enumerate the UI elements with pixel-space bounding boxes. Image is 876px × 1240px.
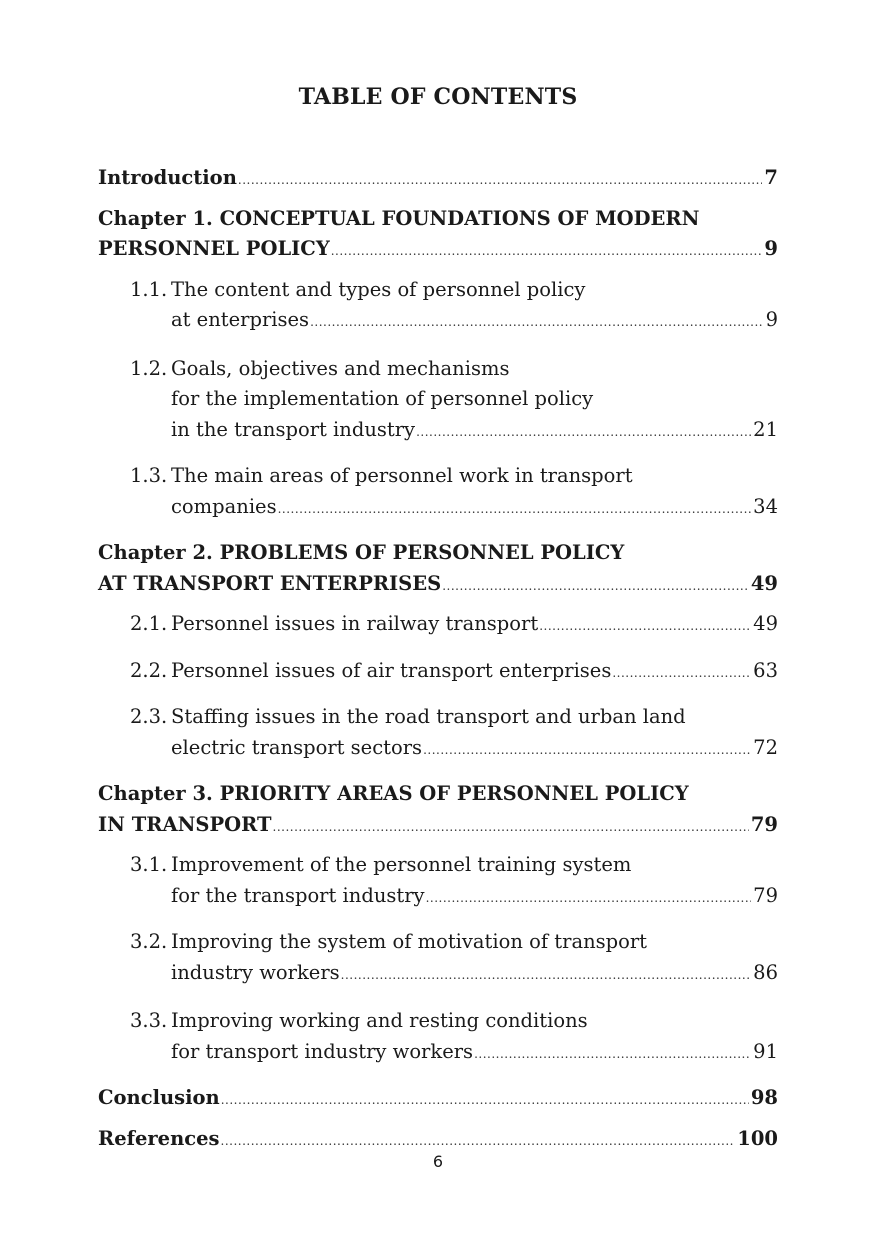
toc-entry-label-continued: PERSONNEL POLICY (98, 237, 330, 260)
toc-entry-section-3-2[interactable] (98, 927, 778, 990)
toc-entry-label: Goals, objectives and mechanisms (171, 356, 510, 380)
toc-entry-section-1-1[interactable] (98, 275, 778, 338)
toc-entry-label: Improvement of the personnel training system (171, 853, 632, 876)
toc-entry-label-continued: in the transport industry (171, 417, 416, 441)
toc-entry-label: References (98, 1126, 220, 1150)
toc-page-number: 79 (753, 883, 778, 907)
section-number: 2.1. (130, 612, 168, 635)
section-number: 3.2. (130, 930, 168, 953)
toc-entry-conclusion[interactable] (98, 1083, 778, 1116)
toc-page-number: 34 (753, 494, 778, 518)
dot-leader (539, 611, 751, 642)
toc-entry-section-1-3[interactable] (98, 461, 778, 524)
dot-leader (416, 417, 751, 448)
toc-entry-label-continued: for the implementation of personnel policy (171, 387, 594, 410)
toc-page-number: 63 (753, 658, 778, 682)
toc-page-number: 79 (750, 812, 778, 836)
toc-entry-label: Chapter 1. CONCEPTUAL FOUNDATIONS OF MODERN (98, 206, 700, 230)
toc-page-number: 100 (737, 1126, 778, 1150)
toc-entry-label: Personnel issues of air transport enterprises (171, 658, 612, 682)
toc-entry-label: Introduction (98, 166, 237, 189)
toc-page-number: 21 (753, 417, 778, 441)
table-of-contents (98, 163, 778, 1156)
dot-leader (423, 735, 751, 766)
toc-page-number: 49 (753, 612, 778, 635)
toc-entry-section-3-1[interactable] (98, 850, 778, 913)
dot-leader (426, 883, 752, 914)
section-number: 2.3. (130, 705, 168, 728)
dot-leader (278, 494, 752, 525)
toc-entry-introduction[interactable] (98, 163, 778, 196)
dot-leader (221, 1085, 749, 1116)
dot-leader (341, 960, 752, 991)
toc-page-number: 49 (750, 571, 778, 595)
toc-entry-label: The main areas of personnel work in transport (171, 464, 633, 487)
toc-entry-label-continued: electric transport sectors (171, 735, 423, 759)
section-number: 3.3. (130, 1009, 168, 1032)
dot-leader (331, 236, 763, 267)
toc-entry-label: The content and types of personnel policy (171, 277, 586, 301)
toc-entry-label-continued: AT TRANSPORT ENTERPRISES (98, 571, 442, 595)
toc-entry-label-continued: for transport industry workers (171, 1039, 474, 1063)
toc-entry-chapter-1[interactable] (98, 204, 778, 267)
dot-leader (238, 165, 763, 196)
toc-page-number: 7 (764, 166, 778, 189)
toc-page-number: 72 (753, 735, 778, 759)
toc-entry-chapter-3[interactable] (98, 779, 778, 842)
section-number: 1.2. (130, 356, 168, 380)
toc-entry-label-continued: at enterprises (171, 308, 310, 331)
toc-entry-section-2-2[interactable] (98, 656, 778, 689)
page-title: TABLE OF CONTENTS (298, 84, 578, 110)
toc-entry-label: Improving the system of motivation of transport (171, 930, 648, 953)
dot-leader (612, 658, 751, 689)
toc-entry-label: Chapter 2. PROBLEMS OF PERSONNEL POLICY (98, 541, 625, 564)
section-number: 2.2. (130, 658, 168, 682)
toc-entry-section-2-3[interactable] (98, 702, 778, 765)
toc-entry-label: Improving working and resting conditions (171, 1009, 588, 1032)
section-number: 1.1. (130, 277, 168, 301)
toc-entry-label: Chapter 3. PRIORITY AREAS OF PERSONNEL POLICY (98, 782, 689, 805)
dot-leader (273, 812, 749, 843)
toc-entry-section-3-3[interactable] (98, 1006, 778, 1069)
dot-leader (442, 571, 749, 602)
toc-entry-label-continued: industry workers (171, 960, 340, 984)
toc-entry-label-continued: for the transport industry (171, 883, 425, 907)
dot-leader (310, 307, 764, 338)
dot-leader (474, 1039, 751, 1070)
toc-entry-label: Staffing issues in the road transport and urban land (171, 705, 686, 728)
toc-entry-label: Personnel issues in railway transport (171, 612, 539, 635)
section-number: 3.1. (130, 853, 168, 876)
toc-entry-label: Conclusion (98, 1086, 220, 1109)
toc-entry-section-1-2[interactable] (98, 354, 778, 448)
toc-page-number: 91 (753, 1039, 778, 1063)
toc-page-number: 9 (765, 308, 778, 331)
toc-entry-label-continued: IN TRANSPORT (98, 812, 272, 836)
page-number: 6 (432, 1152, 444, 1171)
section-number: 1.3. (130, 464, 168, 487)
toc-entry-chapter-2[interactable] (98, 538, 778, 601)
toc-entry-label-continued: companies (171, 494, 277, 518)
toc-page-number: 9 (764, 237, 778, 260)
toc-page-number: 86 (753, 960, 778, 984)
toc-page-number: 98 (750, 1086, 778, 1109)
toc-entry-section-2-1[interactable] (98, 609, 778, 642)
